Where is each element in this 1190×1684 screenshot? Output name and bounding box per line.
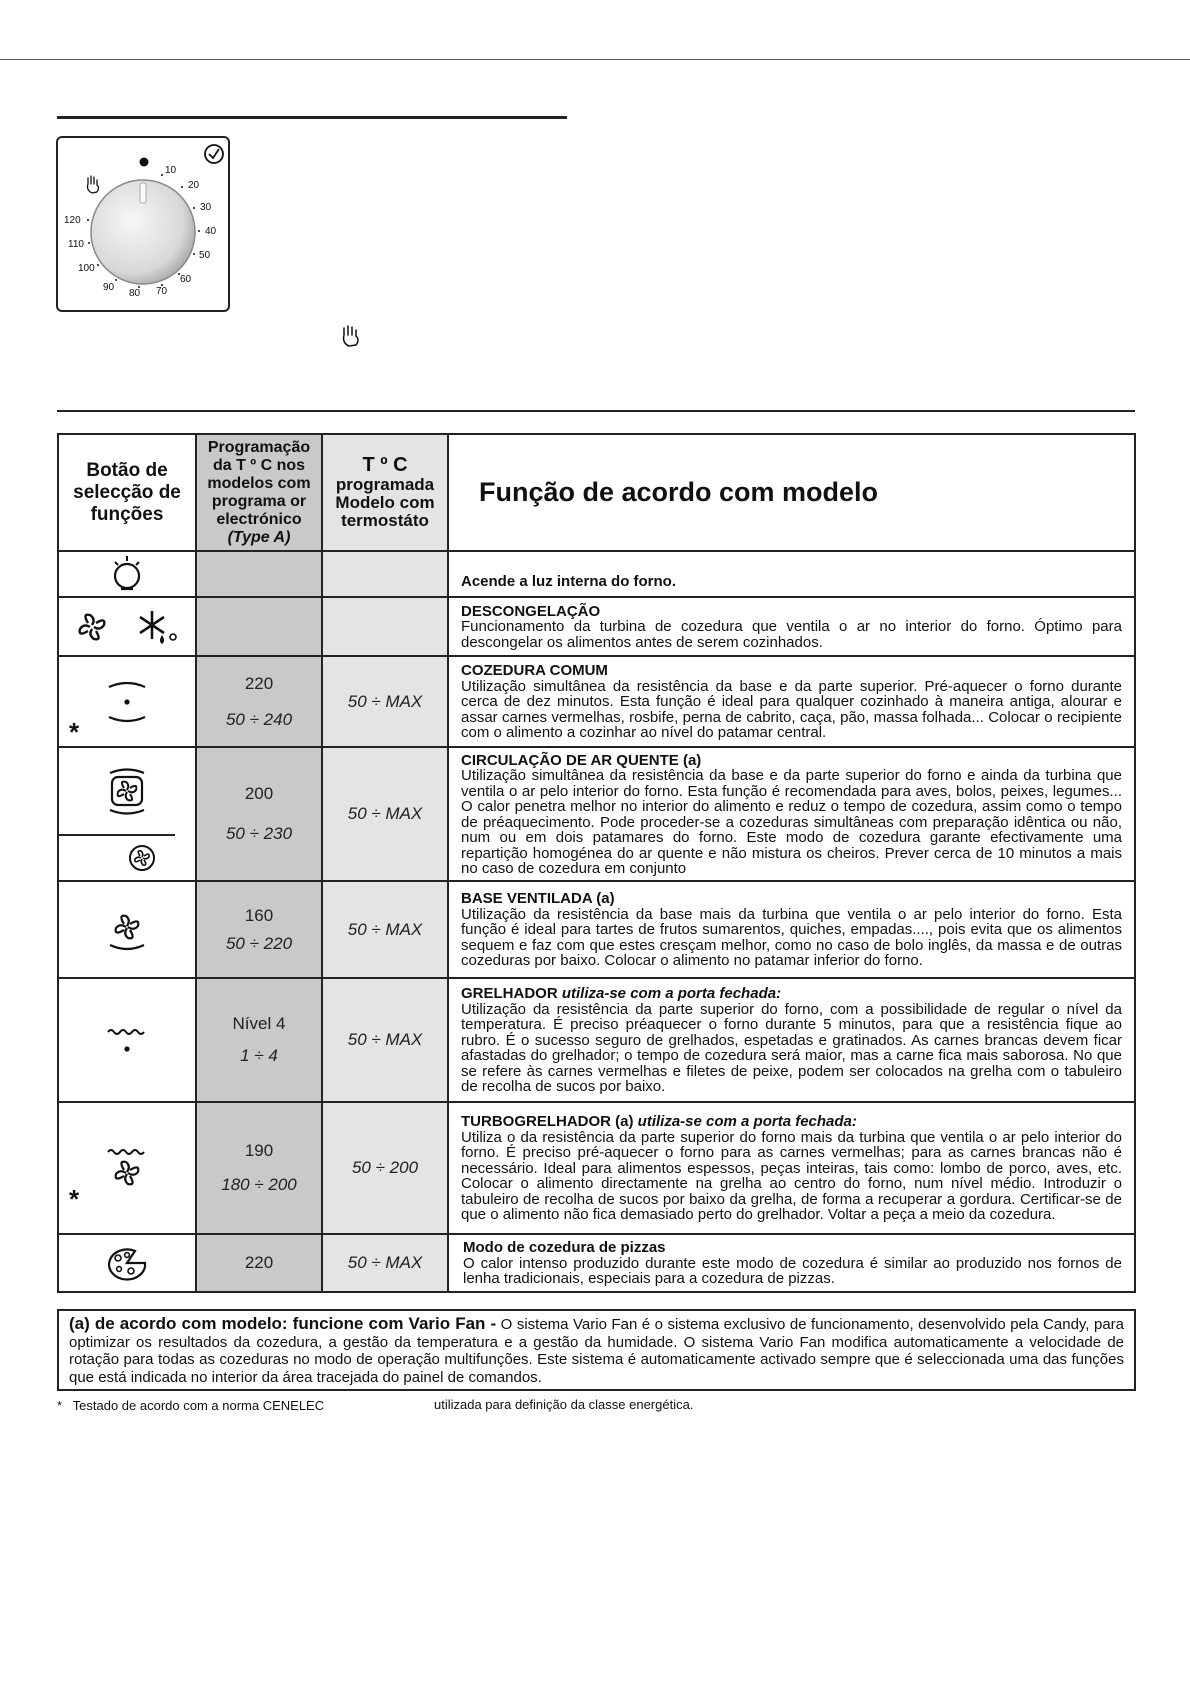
thermostat-temp-cell: 50 ÷ MAX (322, 881, 448, 978)
programmed-temp: 160 (244, 905, 274, 925)
function-description (448, 1102, 1135, 1234)
function-description (448, 978, 1135, 1102)
footnote-right: utilizada para definição da classe energética. (434, 1397, 694, 1412)
table-row (58, 1234, 1135, 1292)
function-text: O calor intenso produzido durante este modo de cozedura é similar ao produzido nos fornos de lenha tradicionais, especiais para a cozedura de pizzas. (463, 1254, 1122, 1288)
timer-dial[interactable] (56, 136, 230, 312)
tested-star: * (69, 717, 80, 747)
function-description (448, 656, 1135, 747)
function-title: COZEDURA COMUM (461, 662, 608, 680)
programmed-range: 1 ÷ 4 (240, 1046, 278, 1065)
function-title-main: TURBOGRELHADOR (a) (461, 1113, 634, 1131)
note-bold: (a) de acordo com modelo: funcione com Vario Fan - (69, 1314, 497, 1333)
thermostat-temp-cell: 50 ÷ MAX (322, 656, 448, 747)
programmed-temp-cell (196, 1234, 322, 1292)
clock-icon (205, 145, 223, 163)
selector-cell (58, 597, 196, 656)
programmed-temp: 190 (244, 1141, 274, 1160)
function-text: Utilização simultânea da resistência da base e da parte superior. Pré-aquecer o forno durante cerca de dez minutos. Esta função é ideal para qualquer cozinhado à maneira antiga, alourar e assar carnes vermelhas, rosbife, perna de cabrito, caça, pão, massa folhada... Colocar o recipiente com o alimento a cozinhar ao nível do patamar central. (461, 677, 1122, 742)
footnote-left: * Testado de acordo com a norma CENELEC (57, 1398, 325, 1413)
fan-small-icon (127, 843, 157, 873)
hand-icon (88, 176, 99, 193)
function-title: CIRCULAÇÃO DE AR QUENTE (a) (461, 751, 702, 769)
thermostat-temp-cell (322, 551, 448, 597)
header-type-note: (Type A) (227, 528, 291, 546)
selector-cell (58, 881, 196, 978)
pizza-icon (105, 1245, 149, 1281)
dial-label: 120 (64, 215, 81, 226)
top-rule (0, 59, 1190, 60)
header-thermostat-big: T º C (362, 453, 408, 476)
selector-cell (58, 656, 196, 747)
table-header-row (58, 434, 1135, 551)
grill-icon (104, 1022, 150, 1058)
conventional-icon (102, 677, 152, 727)
tested-star: * (69, 1184, 80, 1214)
dial-label: 70 (156, 286, 168, 297)
programmed-temp-cell (196, 881, 322, 978)
defrost-icon (72, 607, 182, 647)
selector-cell (58, 1234, 196, 1292)
function-text: Utilização da resistência da base mais da turbina que ventila o ar pelo interior do forno. Esta função é ideal para tartes de frutos sumarentos, quiches, empadas...., pois evita que os alimentos sequem e faz com que estes cresçam melhor, como no caso de bolo inglês, da massa e de outras cozeduras por baixo. Colocar o alimento no patamar inferior do forno. (461, 905, 1122, 970)
programmed-range: 50 ÷ 220 (225, 933, 293, 953)
function-text: Utiliza o da resistência da parte superior do forno mais da turbina que ventila o ar pelo interior do forno. É preciso pré-aquecer o forno para as carnes vermelhas; para as carnes brancas não é necessário. Ideal para alimentos espessos, peças inteiras, tais como: lombo de porco, aves, etc. Colocar o alimento directamente na grelha ao centro do forno, num nível médio. Introduzir o tabuleiro de recolha de sucos por baixo da grelha, de forma a recuperar a gordura. Certificar-se de que o alimento não fica demasiado perto do grelhador. Voltar a peça a meio da cozedura. (461, 1128, 1122, 1224)
header-selector: Botão de selecção de funções (58, 434, 196, 551)
hand-icon (340, 325, 362, 347)
thermostat-temp-cell: 50 ÷ MAX (322, 747, 448, 881)
dial-label: 80 (129, 288, 141, 299)
table-row (58, 656, 1135, 747)
thermostat-temp-cell: 50 ÷ MAX (322, 978, 448, 1102)
programmed-temp: Nível 4 (232, 1014, 286, 1033)
table-row (58, 978, 1135, 1102)
function-title-main: GRELHADOR (461, 985, 558, 1003)
dot-marker-icon (140, 158, 149, 167)
programmed-temp-cell (196, 551, 322, 597)
function-description (448, 551, 1135, 597)
selector-cell (58, 978, 196, 1102)
oven-light-icon (107, 554, 147, 594)
programmed-temp: 220 (244, 673, 274, 693)
section-rule-long (57, 410, 1135, 412)
table-row (58, 551, 1135, 597)
function-text: Utilização da resistência da parte superior do forno, com a possibilidade de regular o nível da temperatura. É preciso préaquecer o forno durante 5 minutos, para que a resistência fique ao rubro. É o sucesso seguro de grelhados, espetadas e gratinados. As carnes brancas devem ficar afastadas do grelhador; o tempo de cozedura será maior, mas a carne fica mais saborosa. No que se refere às carnes vermelhas e filetes de peixe, podem ser colocados na grelha com o tabuleiro de recolha de sucos por baixo. (461, 1000, 1122, 1096)
programmed-temp-cell (196, 597, 322, 656)
programmed-temp-cell (196, 978, 322, 1102)
thermostat-temp-cell: 50 ÷ MAX (322, 1234, 448, 1292)
programmed-range: 180 ÷ 200 (221, 1175, 297, 1194)
function-title: Modo de cozedura de pizzas (463, 1239, 666, 1257)
header-programmed-temp (196, 434, 322, 551)
function-text: Utilização simultânea da resistência da base e da parte superior do forno e ainda da turbina que ventila o ar pelo interior do forno. Esta função é recomendada para aves, bolos, peixes, legumes... O calor penetra melhor no interior do alimento e reduz o tempo de cozedura, assim como o tempo de préaquecimento. Pode proceder-se a cozeduras simultâneas com preparação idêntica ou não, num ou em dois patamares do forno. Este modo de cozedura garante efectivamente uma repartição homogénea do ar quente e não mistura os cheiros. Prever cerca de 10 minutos a mais no caso de cozedura em conjunto (461, 767, 1122, 877)
function-description (448, 597, 1135, 656)
hot-air-icon (104, 766, 150, 816)
function-title-note: utiliza-se com a porta fechada: (637, 1113, 857, 1131)
note-text: O sistema Vario Fan é o sistema exclusivo de funcionamento, desenvolvido pela Candy, para optimizar os resultados da cozedura, a gestão da temperatura e a gestão da humidade. O sistema Vario Fan modifica automaticamente a velocidade de rotação para todas as cozeduras no modo de operação multifunções. Este sistema é automaticamente activado sempre que é seleccionada uma das funções que está indicada no interior da área tracejada do painel de comandos. (69, 1316, 1124, 1386)
function-description (448, 881, 1135, 978)
programmed-range: 50 ÷ 230 (225, 824, 293, 843)
thermostat-temp-cell (322, 597, 448, 656)
dial-label: 30 (200, 202, 212, 213)
function-description (448, 1234, 1135, 1292)
table-row (58, 747, 1135, 881)
selector-cell (58, 747, 196, 881)
function-title (461, 986, 1122, 1002)
function-title: DESCONGELAÇÃO (461, 602, 601, 620)
programmed-temp-cell (196, 747, 322, 881)
turbo-grill-icon (104, 1145, 150, 1191)
dial-label: 90 (103, 282, 115, 293)
function-text: Funcionamento da turbina de cozedura que ventila o ar no interior do forno. Óptimo para descongelar os alimentos antes de serem cozinhados. (461, 618, 1122, 651)
function-title-note: utiliza-se com a porta fechada: (561, 985, 782, 1003)
programmed-temp: 220 (244, 1253, 274, 1272)
function-text: Acende a luz interna do forno. (461, 572, 677, 590)
dial-label: 10 (165, 165, 177, 176)
programmed-temp-cell (196, 1102, 322, 1234)
dial-label: 60 (180, 274, 192, 285)
selector-cell (58, 1102, 196, 1234)
programmed-temp: 200 (244, 784, 274, 803)
header-programmed-temp-text: Programação da T º C nos modelos com programa or electrónico (207, 438, 311, 528)
header-thermostat-text: programada Modelo com termostáto (335, 474, 435, 530)
selector-cell (58, 551, 196, 597)
vario-fan-note (57, 1309, 1136, 1391)
functions-table (57, 433, 1136, 1293)
section-rule-short (57, 116, 567, 119)
dial-label: 40 (205, 226, 217, 237)
dial-label: 50 (199, 250, 211, 261)
table-row (58, 881, 1135, 978)
programmed-range: 50 ÷ 240 (225, 709, 293, 729)
dial-label: 110 (68, 239, 84, 250)
table-row (58, 597, 1135, 656)
header-function: Função de acordo com modelo (448, 434, 1135, 551)
header-thermostat-temp (322, 434, 448, 551)
function-description (448, 747, 1135, 881)
dial-pointer (140, 183, 146, 203)
table-row (58, 1102, 1135, 1234)
function-title (461, 1114, 1122, 1130)
programmed-temp-cell (196, 656, 322, 747)
function-title: BASE VENTILADA (a) (461, 890, 615, 908)
thermostat-temp-cell: 50 ÷ 200 (322, 1102, 448, 1234)
dial-label: 20 (188, 180, 200, 191)
fan-base-icon (104, 907, 150, 953)
dial-label: 100 (78, 263, 95, 274)
